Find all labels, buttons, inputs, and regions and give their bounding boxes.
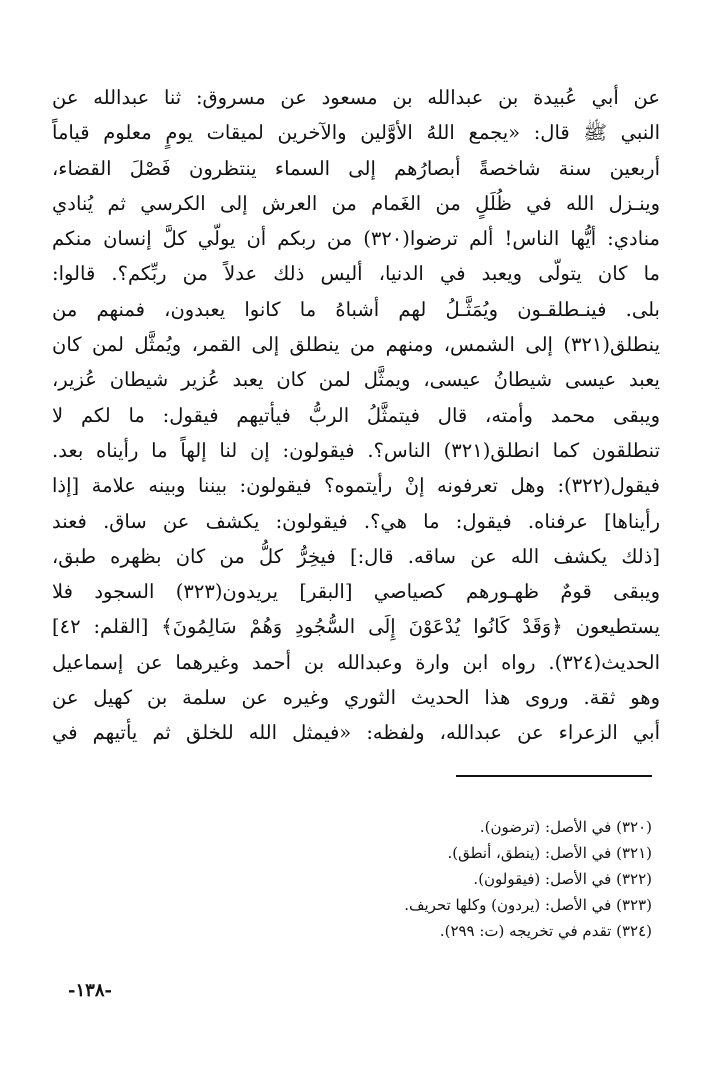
footnote: (٣٢٢) في الأصل: (فيقولون). <box>473 870 652 888</box>
main-text <box>52 80 660 751</box>
footnote: (٣٢٠) في الأصل: (ترضون). <box>479 818 652 836</box>
text-line: وينـزل الله في ظُلَلٍ من الغَمام من العرش إلى الكرسي ثم يُنادي <box>52 191 660 215</box>
text-line: النبي ﷺ قال: «يجمع اللهُ الأوَّلين والآخرين لميقات يومٍ معلوم قياماً <box>52 121 660 145</box>
text-line: تنطلقون كما انطلق(٣٢١) الناس؟. فيقولون: إن لنا إلهاً ما رأيناه بعد. <box>52 438 660 462</box>
text-line: رأيناها] عرفناه. فيقول: ما هي؟. فيقولون: يكشف عن ساق. فعند <box>52 509 660 533</box>
text-line: بلى. فينـطلقـون ويُمَثَّـلُ لهم أشباهُ ما كانوا يعبدون، فمنهم من <box>52 297 660 321</box>
footnote: (٣٢١) في الأصل: (ينطق، أنطق). <box>447 844 652 862</box>
text-line: أربعين سنة شاخصةً أبصارُهم إلى السماء ينتظرون فَصْلَ القضاء، <box>52 156 660 180</box>
page-number: -١٣٨- <box>68 980 112 1001</box>
text-line: عن أبي عُبيدة بن عبدالله بن مسعود عن مسروق: ثنا عبدالله عن <box>52 86 660 109</box>
footnote: (٣٢٣) في الأصل: (يردون) وكلها تحريف. <box>404 896 652 914</box>
text-line: ما كان يتولّى ويعبد في الدنيا، أليس ذلك عدلاً من ربِّكم؟. قالوا: <box>52 262 660 286</box>
text-line: فيقول(٣٢٢): وهل تعرفونه إنْ رأيتموه؟ فيقولون: بيننا وبينه علامة [إذا <box>52 474 660 498</box>
footnote-separator <box>456 775 652 777</box>
text-line: أبي الزعراء عن عبدالله، ولفظه: «فيمثل الله للخلق ثم يأتيهم في <box>52 721 660 745</box>
text-line: ويبقى محمد وأمته، قال فيتمثَّلُ الربُّ فيأتيهم فيقول: ما لكم لا <box>52 403 660 427</box>
text-line: وهو ثقة. وروى هذا الحديث الثوري وغيره عن سلمة بن كهيل عن <box>52 686 660 710</box>
text-line: ويبقى قومٌ ظهـورهم كصياصي [البقر] يريدون(٣٢٣) السجود فلا <box>52 580 660 604</box>
text-line: ينطلق(٣٢١) إلى الشمس، ومنهم من ينطلق إلى القمر، ويُمثَّل لمن كان <box>52 333 660 357</box>
text-line: يعبد عيسى شيطانُ عيسى، ويمثَّل لمن كان يعبد عُزير شيطان عُزير، <box>52 368 660 392</box>
footnote: (٣٢٤) تقدم في تخريجه (ت: ٢٩٩). <box>439 922 652 940</box>
footnotes <box>252 814 652 944</box>
text-line: الحديث(٣٢٤). رواه ابن وارة وعبدالله بن أحمد وغيرهما عن إسماعيل <box>52 650 660 674</box>
text-line: [ذلك يكشف الله عن ساقه. قال:] فيخِرُّ كلُّ من كان بظهره طبق، <box>52 544 660 568</box>
text-line: يستطيعون ﴿وَقَدْ كَانُوا يُدْعَوْنَ إِلَى السُّجُودِ وَهُمْ سَالِمُونَ﴾ [القلم: ٤٢] <box>52 615 660 639</box>
text-line: منادي: أيُّها الناس! ألم ترضوا(٣٢٠) من ربكم أن يولّي كلَّ إنسان منكم <box>52 227 660 251</box>
